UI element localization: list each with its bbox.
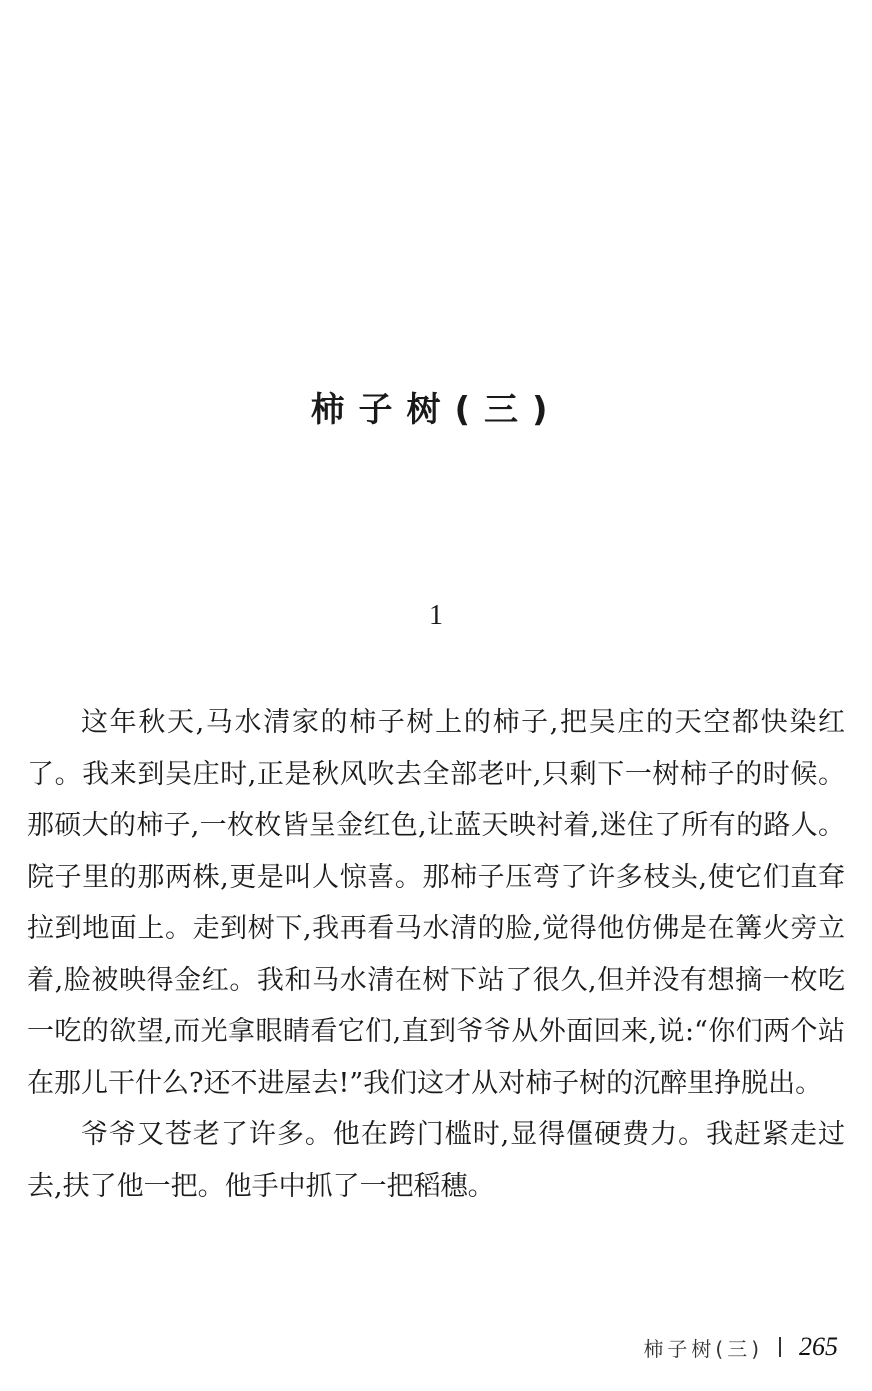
page-number: 265 (799, 1332, 838, 1361)
chapter-title: 柿子树(三) (310, 390, 562, 430)
paragraph: 这年秋天,马水清家的柿子树上的柿子,把吴庄的天空都快染红了。我来到吴庄时,正是秋风吹去全部老叶,只剩下一树柿子的时候。那硕大的柿子,一枚枚皆呈金红色,让蓝天映衬着,迷住了所有的路人。院子里的那两株,更是叫人惊喜。那柿子压弯了许多枝头,使它们直耷拉到地面上。走到树下,我再看马水清的脸,觉得他仿佛是在篝火旁立着,脸被映得金红。我和马水清在树下站了很久,但并没有想摘一枚吃一吃的欲望,而光拿眼睛看它们,直到爷爷从外面回来,说:“你们两个站在那儿干什么?还不进屋去!”我们这才从对柿子树的沉醉里挣脱出。 (27, 707, 845, 1099)
footer-divider (779, 1337, 781, 1357)
body-text (27, 697, 845, 1212)
running-title: 柿子树(三) (643, 1336, 763, 1361)
page-footer (643, 1332, 838, 1362)
paragraph: 爷爷又苍老了许多。他在跨门槛时,显得僵硬费力。我赶紧走过去,扶了他一把。他手中抓了一把稻穗。 (27, 1119, 845, 1202)
section-number: 1 (429, 600, 443, 631)
